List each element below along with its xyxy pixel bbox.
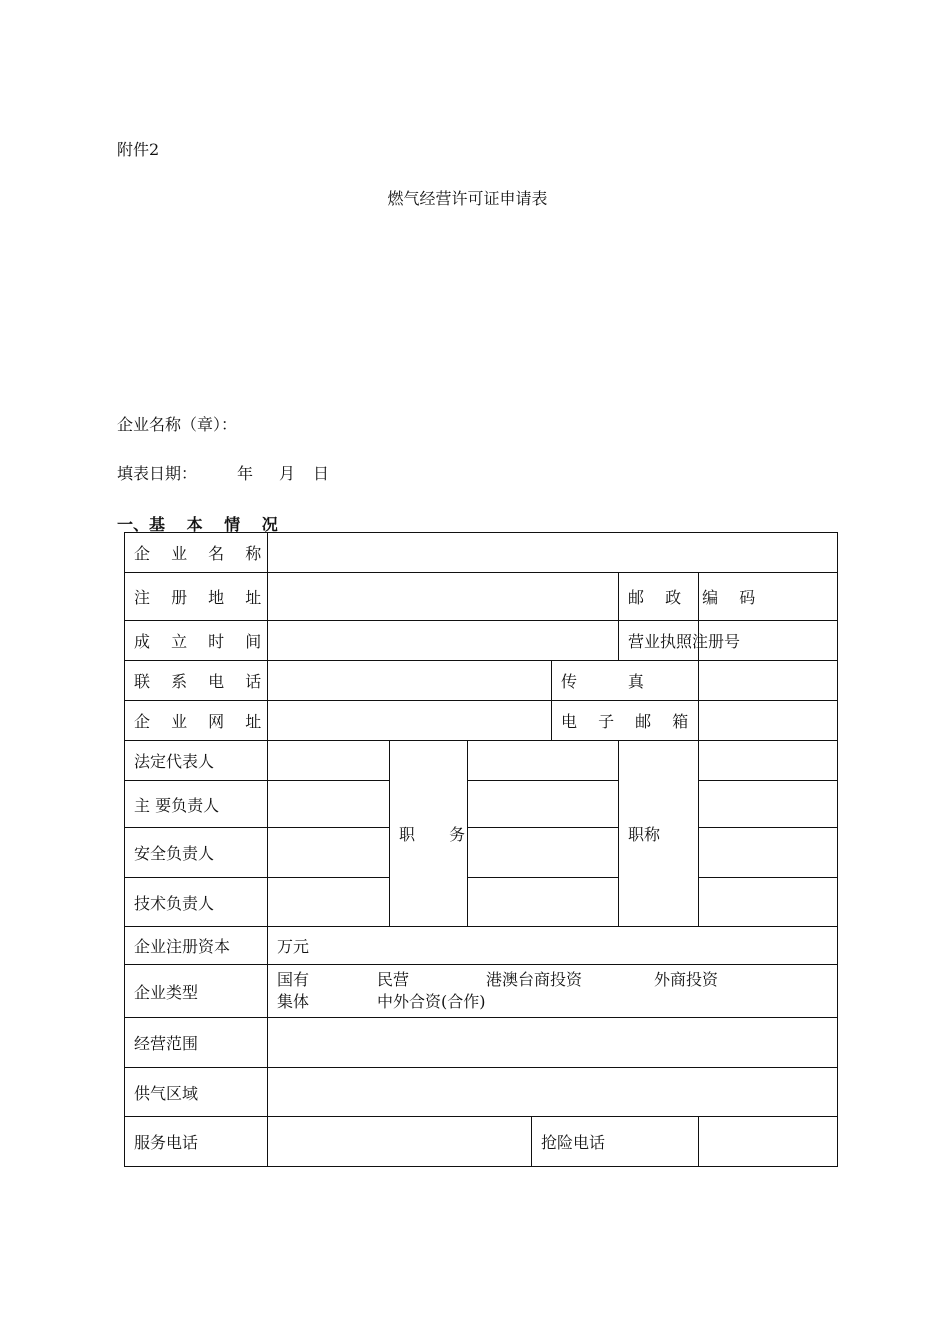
company-name-label: 企业名称（章）：	[117, 415, 238, 434]
business-scope-field[interactable]	[268, 1018, 838, 1068]
table-row	[125, 828, 838, 878]
company-type-line-2	[277, 991, 828, 1013]
email-label: 电 子 邮 箱	[552, 701, 699, 741]
postcode-label: 邮 政 编 码	[619, 573, 699, 621]
section-title: 基 本 情 况	[149, 515, 286, 534]
position-label: 职 务	[390, 741, 468, 927]
phone-field[interactable]	[268, 661, 552, 701]
table-row	[125, 1018, 838, 1068]
company-name-field[interactable]	[268, 533, 838, 573]
license-no-label: 营业执照注册号	[619, 621, 699, 661]
emergency-phone-label: 抢险电话	[532, 1117, 699, 1167]
legal-rep-title-field[interactable]	[699, 741, 838, 781]
established-label: 成 立 时 间	[125, 621, 268, 661]
year-label: 年	[237, 464, 254, 483]
company-type-field[interactable]	[268, 965, 838, 1018]
legal-rep-position-field[interactable]	[468, 741, 619, 781]
day-label: 日	[313, 464, 330, 483]
fill-date-line	[117, 461, 329, 484]
safety-person-label: 安全负责人	[125, 828, 268, 878]
company-type-line-1	[277, 969, 828, 991]
table-row	[125, 1068, 838, 1117]
section-prefix: 一、	[117, 515, 150, 534]
main-person-name-field[interactable]	[268, 781, 390, 828]
tech-person-title-field[interactable]	[699, 878, 838, 927]
reg-address-field[interactable]	[268, 573, 619, 621]
table-row	[125, 741, 838, 781]
fax-label: 传 真	[552, 661, 699, 701]
type-option-collective[interactable]: 集体	[277, 992, 310, 1011]
main-person-label: 主 要负责人	[125, 781, 268, 828]
safety-person-title-field[interactable]	[699, 828, 838, 878]
type-option-foreign[interactable]: 外商投资	[654, 970, 719, 989]
reg-capital-field[interactable]	[268, 927, 838, 965]
month-label: 月	[279, 464, 296, 483]
tech-person-label: 技术负责人	[125, 878, 268, 927]
fill-date-label: 填表日期：	[117, 464, 198, 483]
tech-person-name-field[interactable]	[268, 878, 390, 927]
supply-area-label: 供气区域	[125, 1068, 268, 1117]
legal-rep-label: 法定代表人	[125, 741, 268, 781]
title-rank-label: 职称	[619, 741, 699, 927]
website-field[interactable]	[268, 701, 552, 741]
table-row	[125, 965, 838, 1018]
service-phone-field[interactable]	[268, 1117, 532, 1167]
type-option-hk-macao-tw[interactable]: 港澳台商投资	[486, 970, 583, 989]
table-row	[125, 927, 838, 965]
table-row	[125, 878, 838, 927]
email-field[interactable]	[699, 701, 838, 741]
type-option-private[interactable]: 民营	[377, 970, 410, 989]
type-option-joint-venture[interactable]: 中外合资(合作)	[377, 992, 486, 1011]
company-name-label-cell: 企 业 名 称	[125, 533, 268, 573]
established-field[interactable]	[268, 621, 619, 661]
main-person-title-field[interactable]	[699, 781, 838, 828]
table-row	[125, 573, 838, 621]
type-option-state[interactable]: 国有	[277, 970, 310, 989]
fax-field[interactable]	[699, 661, 838, 701]
attachment-label: 附件2	[117, 140, 160, 159]
reg-address-label: 注 册 地 址	[125, 573, 268, 621]
phone-label: 联 系 电 话	[125, 661, 268, 701]
emergency-phone-field[interactable]	[699, 1117, 838, 1167]
website-label: 企 业 网 址	[125, 701, 268, 741]
table-row	[125, 781, 838, 828]
table-row	[125, 1117, 838, 1167]
reg-capital-label: 企业注册资本	[125, 927, 268, 965]
capital-unit: 万元	[277, 937, 310, 956]
main-person-position-field[interactable]	[468, 781, 619, 828]
application-form-table	[124, 532, 838, 1167]
safety-person-position-field[interactable]	[468, 828, 619, 878]
page-title: 燃气经营许可证申请表	[387, 189, 548, 208]
legal-rep-name-field[interactable]	[268, 741, 390, 781]
supply-area-field[interactable]	[268, 1068, 838, 1117]
table-row	[125, 701, 838, 741]
tech-person-position-field[interactable]	[468, 878, 619, 927]
service-phone-label: 服务电话	[125, 1117, 268, 1167]
table-row	[125, 621, 838, 661]
table-row	[125, 533, 838, 573]
business-scope-label: 经营范围	[125, 1018, 268, 1068]
table-row	[125, 661, 838, 701]
safety-person-name-field[interactable]	[268, 828, 390, 878]
company-type-label: 企业类型	[125, 965, 268, 1018]
